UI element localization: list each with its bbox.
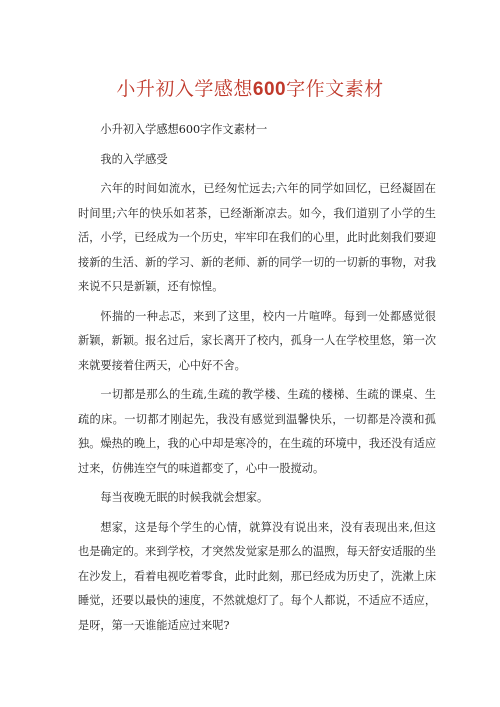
- paragraph: 每当夜晚无眠的时候我就会想家。: [100, 491, 269, 504]
- title-prefix: 小升初入学感想: [116, 78, 253, 100]
- title-suffix: 字作文素材: [286, 78, 384, 100]
- document-title: [0, 76, 500, 103]
- document-body: [78, 118, 436, 643]
- paragraph: 一切都是那么的生疏,生疏的教学楼、生疏的楼梯、生疏的课桌、生疏的床。一切都才刚起先，我没有感觉到温馨快乐，一切都是冷漠和孤独。燥热的晚上，我的心中却是寒冷的，在生疏的环境中，我还没有适应过来，仿佛连空气的味道都变了，心中一股搅动。: [78, 388, 437, 475]
- section-heading: 小升初入学感想600字作文素材一: [100, 123, 268, 136]
- paragraph: 六年的时间如流水，已经匆忙远去;六年的同学如回忆，已经凝固在时间里;六年的快乐如茗茶，已经渐渐凉去。如今，我们道别了小学的生活，小学，已经成为一个历史，牢牢印在我们的心里，此时此刻我们要迎接新的生活、新的学习、新的老师、新的同学一切的一切新的事物，对我来说不只是新颖，还有惊惶。: [78, 182, 437, 293]
- title-number: 600: [252, 79, 287, 100]
- paragraph: 怀揣的一种忐忑，来到了这里，校内一片喧哗。每到一处都感觉很新颖，新颖。报名过后，家长离开了校内，孤身一人在学校里悠，第一次来就要接着住两天，心中好不舍。: [78, 309, 437, 372]
- essay-title: 我的入学感受: [100, 152, 168, 166]
- paragraph: 想家，这是每个学生的心情，就算没有说出来，没有表现出来,但这也是确定的。来到学校，才突然发觉家是那么的温煦，每天舒安适服的坐在沙发上，看着电视吃着零食，此时此刻，那已经成为历史了，洗漱上床睡觉，还要以最快的速度，不然就熄灯了。每个人都说，不适应不适应，是呀，第一天谁能适应过来呢?: [78, 520, 437, 632]
